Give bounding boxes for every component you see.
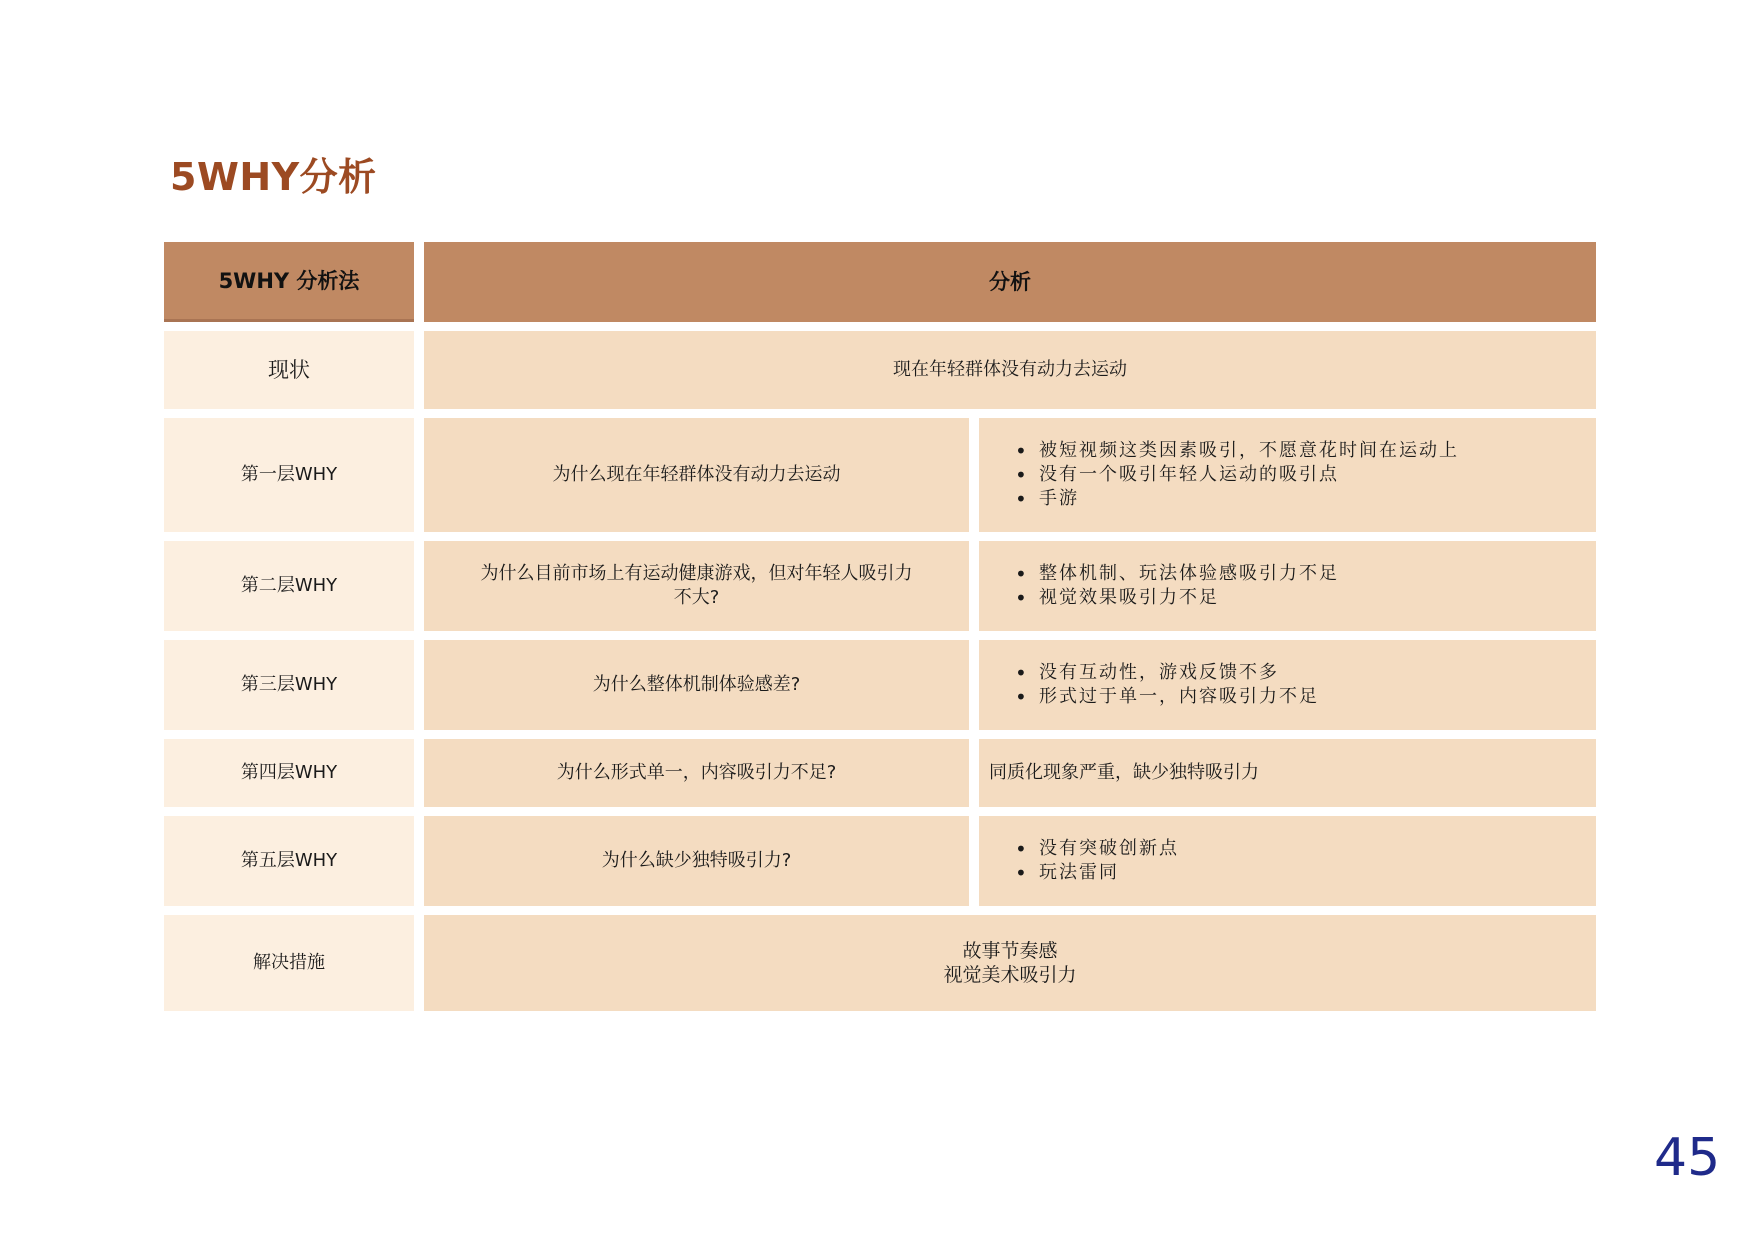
list-item: • 没有突破创新点 <box>1015 837 1179 861</box>
page-title: 5WHY分析 <box>170 155 377 199</box>
why-5-answers <box>979 816 1596 906</box>
solution-line-1: 故事节奏感 <box>962 940 1058 962</box>
why-2-question <box>424 541 969 631</box>
why-4-answer: 同质化现象严重，缺少独特吸引力 <box>979 739 1596 807</box>
list-item: • 玩法雷同 <box>1015 861 1179 885</box>
solution-text <box>424 915 1596 1011</box>
why-2-answer-list <box>993 562 1339 610</box>
list-item: • 手游 <box>1015 487 1459 511</box>
list-item: • 没有一个吸引年轻人运动的吸引点 <box>1015 463 1459 487</box>
table-row-why-2 <box>164 541 1596 631</box>
why-5-question: 为什么缺少独特吸引力? <box>424 816 969 906</box>
table-row-solution <box>164 915 1596 1011</box>
why-5-label: 第五层WHY <box>164 816 414 906</box>
why-5-answer-list <box>993 837 1179 885</box>
why-2-answers <box>979 541 1596 631</box>
solution-line-2: 视觉美术吸引力 <box>943 964 1077 986</box>
page-number: 45 <box>1654 1128 1721 1188</box>
table-row-why-5 <box>164 816 1596 906</box>
why-3-question: 为什么整体机制体验感差? <box>424 640 969 730</box>
list-item: • 被短视频这类因素吸引，不愿意花时间在运动上 <box>1015 439 1459 463</box>
why-2-question-line-1: 为什么目前市场上有运动健康游戏，但对年轻人吸引力 <box>480 563 913 584</box>
why-4-label: 第四层WHY <box>164 739 414 807</box>
list-item: • 整体机制、玩法体验感吸引力不足 <box>1015 562 1339 586</box>
table-row-why-1 <box>164 418 1596 532</box>
why-2-label: 第二层WHY <box>164 541 414 631</box>
solution-label: 解决措施 <box>164 915 414 1011</box>
status-text: 现在年轻群体没有动力去运动 <box>424 331 1596 409</box>
table-row-why-4 <box>164 739 1596 807</box>
header-method: 5WHY 分析法 <box>164 242 414 322</box>
why-3-answer-list <box>993 661 1319 709</box>
why-3-answers <box>979 640 1596 730</box>
why-2-question-line-2: 不大? <box>673 587 720 608</box>
why-1-label: 第一层WHY <box>164 418 414 532</box>
why-4-question: 为什么形式单一，内容吸引力不足? <box>424 739 969 807</box>
table-header-row <box>164 242 1596 322</box>
table-row-status <box>164 331 1596 409</box>
five-why-table <box>164 242 1596 1020</box>
why-1-answers <box>979 418 1596 532</box>
why-1-question: 为什么现在年轻群体没有动力去运动 <box>424 418 969 532</box>
list-item: • 形式过于单一，内容吸引力不足 <box>1015 685 1319 709</box>
list-item: • 没有互动性，游戏反馈不多 <box>1015 661 1319 685</box>
why-1-answer-list <box>993 439 1459 511</box>
list-item: • 视觉效果吸引力不足 <box>1015 586 1339 610</box>
table-row-why-3 <box>164 640 1596 730</box>
why-3-label: 第三层WHY <box>164 640 414 730</box>
status-label: 现状 <box>164 331 414 409</box>
header-analysis: 分析 <box>424 242 1596 322</box>
